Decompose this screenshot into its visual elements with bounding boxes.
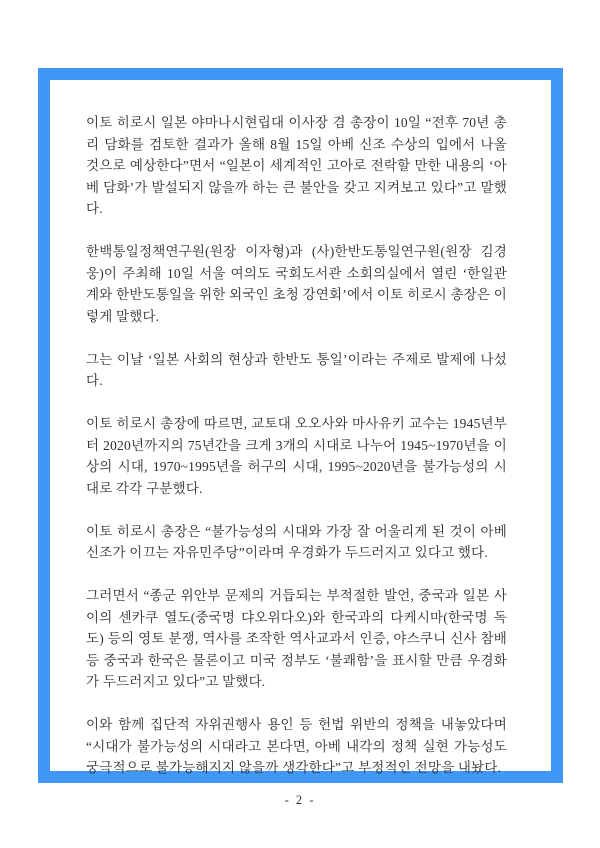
document-content	[50, 80, 551, 779]
paragraph-2: 한백통일정책연구원(원장 이자형)과 (사)한반도통일연구원(원장 김경웅)이 주최해 10일 서울 여의도 국회도서관 소회의실에서 열린 ‘한일관계와 한반도통일을 위한 외국인 초청 강연회’에서 이토 히로시 총장은 이렇게 말했다.	[86, 244, 507, 324]
paragraph-1: 이토 히로시 일본 야마나시현립대 이사장 겸 총장이 10일 “전후 70년 총리 담화를 검토한 결과가 올해 8월 15일 아베 신조 수상의 입에서 나올 것으로 예상한다”면서 “일본이 세계적인 고아로 전락할 만한 내용의 ‘아베 담화’가 발설되지 않을까 하는 큰 불안을 갖고 지켜보고 있다”고 말했다.	[86, 115, 507, 216]
paragraph-3: 그는 이날 ‘일본 사회의 현상과 한반도 통일’이라는 주제로 발제에 나섰다.	[86, 351, 507, 388]
paragraph-7: 이와 함께 집단적 자위권행사 용인 등 헌법 위반의 정책을 내놓았다며 “시대가 불가능성의 시대라고 본다면, 아베 내각의 정책 실현 가능성도 궁극적으로 불가능해지지 않을까 생각한다”고 부정적인 전망을 내놨다.	[86, 717, 507, 775]
blue-border-frame	[38, 68, 563, 783]
page-number: - 2 -	[284, 793, 316, 807]
paragraph-4: 이토 히로시 총장에 따르면, 교토대 오오사와 마사유키 교수는 1945년부터 2020년까지의 75년간을 크게 3개의 시대로 나누어 1945~1970년을 이상의 시대, 1970~1995년을 허구의 시대, 1995~2020년을 불가능성의 시대로 각각 구분했다.	[86, 416, 507, 496]
paragraph-5: 이토 히로시 총장은 “불가능성의 시대와 가장 잘 어울리게 된 것이 아베 신조가 이끄는 자유민주당”이라며 우경화가 두드러지고 있다고 했다.	[86, 523, 507, 560]
paragraph-6: 그러면서 “종군 위안부 문제의 거듭되는 부적절한 발언, 중국과 일본 사이의 센카쿠 열도(중국명 댜오위다오)와 한국과의 다케시마(한국명 독도) 등의 영토 분쟁, 역사를 조작한 역사교과서 인증, 야스쿠니 신사 참배 등 중국과 한국은 물론이고 미국 정부도 ‘불쾌함’을 표시할 만큼 우경화가 두드러지고 있다”고 말했다.	[86, 588, 507, 689]
